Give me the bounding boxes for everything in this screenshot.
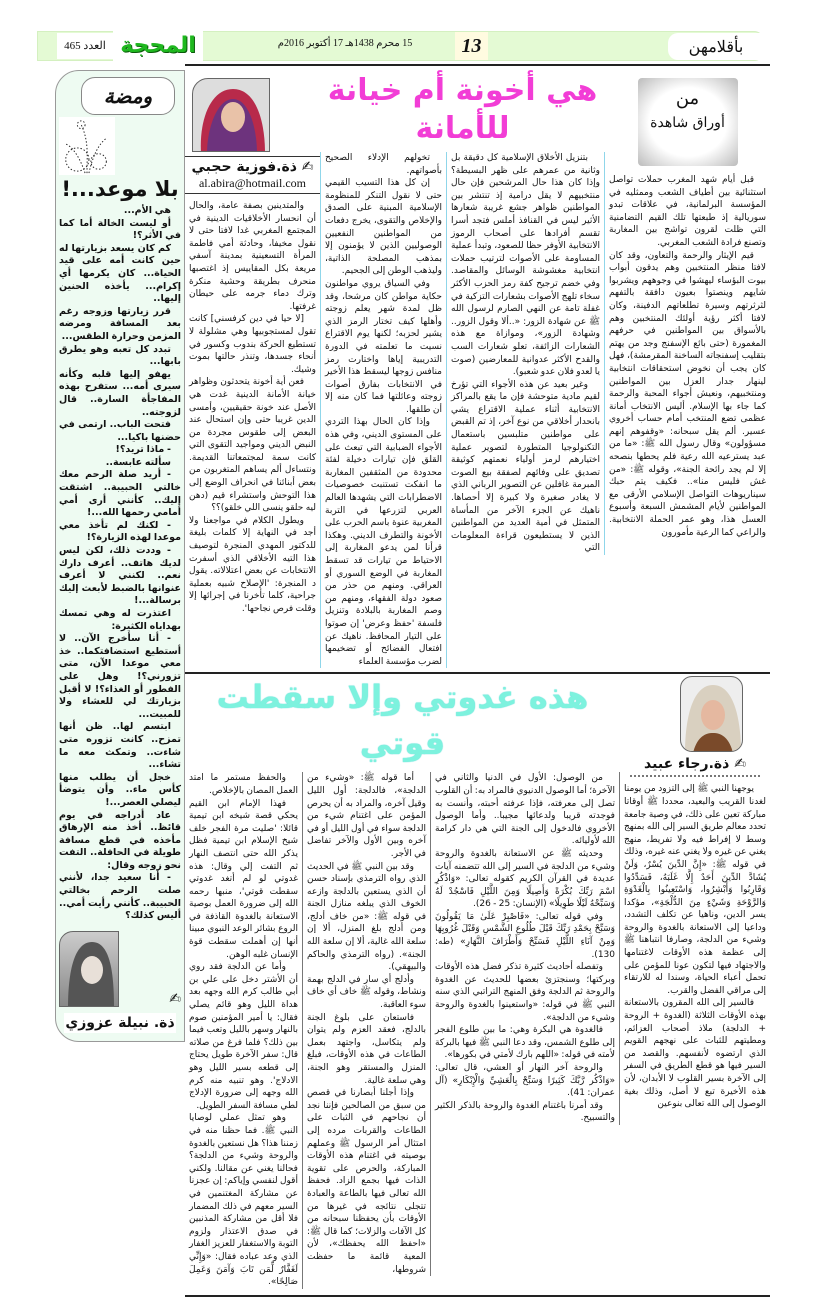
page-body (55, 64, 770, 1297)
paragraph: والروحة آخر النهار أو العشي، قال تعالى: «وَاذْكُر رَّبَّكَ كَثِيرًا وَسَبِّحْ بِالْعَشِيِّ وَالْإِبْكَارِ» (آل عمران: 41). (435, 1063, 615, 1099)
article-2-author (620, 756, 770, 772)
paragraph: قيم الإيثار والرحمة والتعاون، وقد كان لافتا منظر المنتخبين وهم يدقون أبواب بيوت البؤساء ليهشوا في وجوههم ويشربوا شايهم وينصتوا بعيون دافقة بالتفهم لثرثرتهم وسيرة تطلعاتهم الدفينة، وكان لافتا أكثر رؤية أولئك المنتخبين وهم بالأسواق بين المواطنين في حرفهم المغمورة (حتى بائع الإسفنج وجد من يهتم بتقليب إسفنجاته الساخنة المقرمشة)، فهل كان يجب أن نخوض استحقاقات انتخابية لينهار جدار العزل بين المواطنين ومنتخبيهم، ونعيش أجواء المحبة والرحمة كما جاء بها الإسلام. أليس الانتخاب أمانة عظمى تضع المنتخب أمام حساب أخروي عسير. ألم يقل سبحانه: «وقفوهم إنهم مسؤولون» وقال رسول الله ﷺ: «ما من عبد يسترعيه الله رعية فلم يحطها بنصحه إلا لم يجد رائحة الجنة»، وقوله ﷺ: «من غش فليس منا».. فكيف يتم حبك سيناريوهات التواصل الإسلامي الأرقى مع المواطنين لأيام المشمش السبعة وأسبوع العسل هذا، وهو عمر الحملة الانتخابية. والراعي كما الرعية مأمورون (609, 250, 766, 538)
paragraph: فالغدوة هي البكرة وهي: ما بين طلوع الفجر إلى طلوع الشمس، وقد دعا النبي ﷺ فيها بالبركة لأمته في قوله: «اللهم بارك لأمتي في بكورها». (435, 1025, 615, 1061)
paragraph: وأدلج أي سار في الدلج بهمة ونشاط، وقوله ﷺ خاف أي خاف سوء العاقبة. (307, 974, 426, 1011)
paragraph: ويطول الكلام في مواجعنا ولا أجد في النهاية إلا كلمات بليغة للدكتور المهدي المنجرة لتوصيف هذا التيه الأخلاقي الذي أسفرت الانتخابات عن بعض اعتلالاته. يقول د المنجرة: 'الإصلاح شبيه بعملية جراحية، كلما تأخرنا في إجرائها إلا وقلت فرص نجاحها'. (189, 515, 316, 614)
author-name: ذة.رجاء عبيد (644, 756, 730, 773)
sidebar-story-title: بلا موعد...! (61, 177, 179, 201)
byline-rule-top (185, 156, 320, 157)
paragraph: فهذا الإمام ابن القيم يحكي قصة شيخه ابن تيمية قائلا: 'صليت مرة الفجر خلف شيخ الإسلام ابن تيمية فظل يذكر الله حتى انتصف النهار ثم التفت إلي وقال: هذه غدوتي لو لم أتغد غدوتي سقطت قوتي'، منبها رحمه الله إلى ضرورة العمل بوصية الاستعانة بالغدوة القاذفة في الروع بشائر الوعد النبوي مبينا أنها إن أهملت سقطت قوة الإنسان غلبه الوهن. (189, 798, 298, 960)
article-1-title: هي أخونة أم خيانة للأمانة (327, 73, 598, 146)
sidebar-story-text (59, 205, 181, 923)
paragraph: - أريد صلة الرحم معك خالتي الحبيبة.. اشتقت إليك.. كأنني أرى أمي أمامي رحمها الله...! (59, 469, 181, 519)
paragraph: - ماذا تريد؟! (115, 444, 171, 456)
pen-icon: ✍ (729, 756, 746, 773)
article-2-left (185, 674, 620, 1288)
article-2-columns (185, 772, 620, 1288)
paragraph: وحديثه ﷺ عن الاستعانة بالغدوة والروحة وشيء من الدلجة في السير إلى الله تتضمنه آيات عديدة في القرآن الكريم كقوله تعالى: «وَاذْكُرِ اسْمَ رَبِّكَ بُكْرَةً وَأَصِيلًا وَمِنَ اللَّيْلِ فَاسْجُدْ لَهُ وَسَبِّحْهُ لَيْلًا طَوِيلًا» (الإنسان: 25 - 26). (435, 848, 615, 910)
paragraph: سألته عابسة.. (105, 456, 171, 468)
author-photo-nabila (59, 931, 119, 1007)
paragraph: عاد أدراجه في يوم قائظ.. أخذ منه الإرهاق مأخذه في قطع مسافة طويلة في الحافلة.. التفت نحو زوجه وقال: (59, 809, 181, 871)
author-photo-fawzia (192, 78, 270, 152)
article-1-column-2 (447, 152, 605, 555)
paragraph: - لكنك لم تأخذ معي موعدا لهذه الزيارة؟! (59, 519, 181, 544)
flower-ornament-icon (59, 117, 115, 175)
stamp-from-witness-papers (638, 78, 738, 166)
paragraph: قرر زيارتها وزوجه رغم بعد المسافة ومرضه المزمن وحرارة الطقس... (59, 305, 181, 342)
paragraph: يوجهنا النبي ﷺ إلى التزود من يومنا لغدنا القريب والبعيد، محددا ﷺ أوقاتا مباركة تعين على ذلك، في وصية جامعة تحدد معالم طريق السير إلى الله بمنهج وسط لا إفراط فيه ولا تفريط، منهج يغني عن غيره ولا يغني عنه غيره، وذلك في قوله ﷺ: «إِنَّ الدِّينَ يُسْرٌ، وَلَنْ يُشَادَّ الدِّينَ أَحَدٌ إِلَّا غَلَبَهُ، فَسَدِّدُوا وَقَارِبُوا وَأَبْشِرُوا، وَاسْتَعِينُوا بِالْغَدْوَةِ وَالرَّوْحَةِ وَشَيْءٍ مِنَ الدُّلْجَةِ»، مؤكدا يسر الدين، وناهيا عن تكلف التشدد، وداعيا إلى الاستعانة بالغدوة والروحة وشيء من الدلجة، وصارفا انتباهنا ﷺ إلى عظمة هذه الأوقات لاغتنامها والاجتهاد فيها لتكون عونا للمؤمن على تحمل أعباء الحياة، وسندا له للارتقاء إلى مراقي الفضل والقرب. (624, 784, 766, 996)
paragraph: والمتدينين بصفة عامة، والحال أن انحسار الأخلاقيات الدينية في المجتمع المغربي غدا لافتا حتى لا نقول مخيفا، وحادثة أمي فاطمة المرأة التسعينية بمدينة آسفي مريعة بكل المقاييس إذ اغتصبها منحرف بطريقة وحشية منكرة وترك دماء جرمه على حيطان غرفتها. (189, 201, 316, 312)
article-1-author (185, 159, 320, 175)
paragraph: وفي السياق يروي مواطنون حكاية مواطن كان مرشحا، وقد ظل لمدة شهر يعلم زوجته وأهلها كيف تختار الرمز الذي يشير لحزبه؛ لكنها يوم الاقتراع نسيت ما تعلمته في الدورة التدريبية إياها واختارت رمز منافس زوجها ليسقط هذا الأخير في الانتخابات بفارق أصوات زوجته وعائلتها فما كان منه إلا أن طلقها. (325, 278, 442, 415)
paragraph: وقد بين النبي ﷺ في الحديث الذي رواه الترمذي بإسناد حسن أن الذي يستعين بالدلجة وازعه الخوف الذي يبلغه منازل الجنة في قوله ﷺ: «من خاف أدلج، ومن أدلج بلغ المنزل، ألا إن سلعة الله غالية، ألا إن سلعة الله الجنة». (رواه الترمذي والحاكم والبيهقي). (307, 861, 426, 973)
paragraph: أو ليست الخالة أما كما في الأثر؟! (59, 217, 181, 242)
paragraph: كم كان يسعد بزيارتها له حين كانت أمه على قيد الحياة... كان يكرمها أي إكرام... يأخذه الحنين إليها.. (59, 242, 181, 305)
main-content (185, 64, 770, 1297)
paragraph: تخولهم الإدلاء الصحيح بأصواتهم. (325, 153, 442, 176)
paragraph: وإذا أجلنا أبصارنا في قصص من سبق من الصالحين فإننا نجد أن نجاحهم في الثبات على الطاعات والقربات مرده إلى امتثال أمر الرسول ﷺ وعملهم بوصيته في اغتنام هذه الأوقات المباركة، والحرص على تقوية الذات فيها بجمع الزاد. فحفظ الله تعالى فيها بالطاعة والعبادة تتجلى نتائجه في غيرها من الأوقات بأن يحفظنا سبحانه من كل الآفات والزلات؛ كما قال ﷺ: «احفظ الله يحفظك»، لأن المعية قائمة ما حفظت شروطها، (307, 1088, 426, 1275)
paragraph: فالسير إلى الله المقرون بالاستعانة بهذه الأوقات الثلاثة (الغدوة + الروحة + الدلجة) ملاذ أصحاب العزائم، ومطيتهم للثبات على نهجهم القويم الذي ارتضوه لأنفسهم. والقصد من السير فيها هو قطع الطريق في السفر إلى الآخرة بسير القلوب لا الأبدان، لأن هذه الأخيرة تبع لا أصل، وذلك بغية الوصول إلى الله تعالى بنوعين (624, 998, 766, 1110)
article-2-column-2 (431, 772, 620, 1125)
paragraph: بتنزيل الأخلاق الإسلامية كل دقيقة بل وثانية من عمرهم على ظهر البسيطة؟ وإذا كان هذا حال المرشحين فإن حال منتخبيهم لا يقل درامية إذ تنتشر بين المواطنين ظواهر جشع غريبة شعارها الأثير ليس في القنافذ أملس فتجد أسرا تقسم أفرادها على أصحاب الرموز الانتخابية الأوفر حظا للصعود، وتبدأ عملية المساومة على الأصوات لترتيب حملات انتخابية مغشوشة الوسائل والمقاصد. وفي خضم ترجيح كفة رمز الحزب الأكثر سخاء تلهج الأصوات بشعارات التزكية في غفلة تامة عن النهي الصارم لرسول الله ﷺ عن شهادة الزور: «..ألا وقول الزور.. وشهادة الزور»، وموازاة مع هذه الشعارات الزائفة، تعلو شعارات السب والقدح الأكثر عدوانية للمعارضين (صوت يا لعدو فلان عدو شعبو). (451, 153, 600, 378)
pen-icon: ✍ (296, 159, 314, 175)
paragraph: وهو تمثل عملي لوصايا النبي ﷺ. فما حظنا منه في زمننا هذا؟ هل نستعين بالغدوة والروحة وشيء من الدلجة؟ فحالنا يغني عن مقالنا. ولكني أقول لنفسي وإياكم: إن عجزنا عن مشاركة المغتنمين في السير معهم في ذلك المضمار فلا أقل من مشاركة المذنبين في صدق الاعتذار ولزوم التوبة والاستغفار للعزيز الغفار الذي وعد عباده فقال: «وَإِنِّي لَغَفَّارٌ لِّمَن تَابَ وَآمَنَ وَعَمِلَ صَالِحًا». (189, 1113, 298, 1288)
paragraph: قبل أيام شهد المغرب حملات تواصل استثنائية بين أطياف الشعب وممثليه في المؤسسة البرلمانية، في علاقات تبدو سوريالية إذ طبعتها تلك القيم التضامنية التي ظلت لقرون تواشج بين المغاربة وتصنع فرادة الشعب المغربي. (609, 175, 766, 248)
byline-rule-bottom (185, 193, 320, 194)
paragraph: وفي قوله تعالى: «فَاصْبِرْ عَلَىٰ مَا يَقُولُونَ وَسَبِّحْ بِحَمْدِ رَبِّكَ قَبْلَ طُلُوعِ الشَّمْسِ وَقَبْلَ غُرُوبِهَا وَمِنْ آنَاءِ اللَّيْلِ فَسَبِّحْ وَأَطْرَافَ النَّهَارِ» (طه: 130). (435, 911, 615, 960)
article-1-left-column (185, 66, 320, 616)
paragraph: والحفظ مستمر ما امتد العمل المصان بالإخلاص. (189, 773, 298, 796)
paragraph: إن كل هذا التسيب القيمي حتى لا نقول التنكر للمنظومة الإسلامية المبنية على الصدق والإخلاص والتقوى، يخرج دفعات من المواطنين النفعيين الوصوليين الذين لا يؤمنون إلا بمذهب المصلحة الذاتية، وليذهب الوطن إلى الجحيم. (325, 178, 442, 277)
paragraph: فعن أية أخونة يتحدثون وظواهر خيانة الأمانة الدينية غدت هي الأصل عند خونة حقيقيين، وأمسى الدين غريبا حتى وإن استحال عند البعض إلى طقوس مجردة من النبض الديني ومواجيد التقوى التي كانت سمة لمجتمعاتنا القديمة. ونتساءل ألم يساهم المتغربون من بعض أبنائنا في انحراف الوضع إلى هذا التوحش واستشراء قيم (دهن ليه حلقو ينسى اللي خلقو)؟؟ (189, 377, 316, 514)
author-email[interactable]: al.abira@hotmail.com (198, 176, 306, 190)
article-1-column-3 (320, 152, 447, 668)
paragraph: فتحت الباب.. ارتمى في حضنها باكيا... (59, 419, 181, 443)
article-1-middle-columns (320, 152, 605, 668)
paragraph: وتفصله أحاديث كثيرة تذكر فضل هذه الأوقات وبركتها؛ وسنجتزئ بعضها للحديث عن الغدوة والروحة ثم الدلجة وفق المنهج التراتبي الذي سنه النبي ﷺ في قوله: «واستعينوا بالغدوة والروحة وشيء من الدلجة». (435, 962, 615, 1023)
byline-rule (630, 775, 760, 777)
article-1-column-1 (605, 174, 770, 539)
newspaper-logo: المحجة (113, 31, 203, 61)
paragraph: [لا حيا في دين كرفسني] كانت تقول لمستجوبيها وهي مشلولة لا تستطيع الحركة بندوب وكسور في أنحاء جسدها، وتنذر حالتها بموت وشيك. (189, 314, 316, 375)
article-2 (185, 674, 770, 1288)
page-number: 13 (455, 32, 488, 60)
paragraph: اعتذرت له وهي تمسك بهداياه الكثيرة: (59, 608, 181, 632)
stamp-line-1: من (675, 88, 700, 109)
author-name: ذة.فوزية حجبي (191, 159, 297, 175)
sidebar-author: ذة. نبيلة عزوزي (65, 1014, 175, 1031)
author-photo-rajaa (680, 676, 743, 752)
paragraph: فاستعان على بلوغ الجنة بالدلج، فعقد العزم ولم يتوان ولم يتكاسل، واجتهد بعمل الطاعات في هذه الأوقات، فبلغ المنزل والمستقر وهو الجنة، وهي سلعة غالية. (307, 1012, 426, 1086)
issue-number: العدد 465 (57, 33, 113, 59)
sidebar-column (55, 70, 185, 1042)
article-2-column-1 (620, 783, 770, 1110)
article-2-column-3 (303, 772, 431, 1276)
section-title: بأقلامهن (668, 33, 764, 60)
paragraph: ابتسم لها.. ظن أنها تمزح.. كانت تزوره متى شاءت.. وتمكث معه ما تشاء... (59, 721, 181, 771)
sidebar-photo-row (59, 931, 181, 1007)
article-1 (185, 66, 770, 668)
article-1-column-4 (185, 200, 320, 616)
paragraph: - أنا سأخرج الآن.. لا أستطيع استضافتكما.. خذ معي موعدا الآن، متى تزورني؟! وهل على الفطور أو الغذاء؟! لا أقبل بزيارتك لي للعشاء ولا للمبيت... (59, 633, 181, 720)
paragraph: وغير بعيد عن هذه الأجواء التي تؤرخ لقيم مادية متوحشة فإن ما يقع بالمراكز الانتخابية أثناء عملية الاقتراع يشي بانحدار أخلاقي من نوع آخر، إذ تم القبض على مواطنين متلبسين باستعمال التكنولوجيا المتطورة لتصوير عملية اختيارهم لرمز أولياء نعمتهم كوثيقة تصديق على وفائهم لصفقة بيع الصوت المبرمة غافلين عن التصوير الرباني الذي لا يغادر صغيرة ولا كبيرة إلا أحصاها. ناهيك عن الجزء الآخر من المأساة المتمثل في أمية العديد من المواطنين الذين لا يستطيعون قراءة المعلومات التي (451, 379, 600, 554)
pen-icon: ✍ (169, 990, 181, 1007)
paragraph: وأما عن الدلجة فقد روي أن الأشتر دخل على علي بن أبي طالب كرم الله وجهه بعد هداة الليل وهو قائم يصلي فقال: يا أمير المؤمنين صوم بالنهار وسهر بالليل وتعب فيما بين ذلك؟ فلما فرغ من صلاته قال: سفر الآخرة طويل يحتاج إلى قطعه بسير الليل وهو الادلاج'. وهو تنبيه منه كرم الله وجهه إلى ضرورة الإدلاج لطي مسافة السفر الطويل. (189, 962, 298, 1111)
paragraph: من الوصول: الأول في الدنيا والثاني في الآخرة؛ أما الوصول الدنيوي فالمراد به: أن القلوب تصل إلى معرفته، فإذا عرفته أحبته، وأنست به فوجدته قريبا ولدعائها مجيبا.. وأما الوصول الأخروي فالدخول إلى الجنة التي هي دار كرامة الله لأوليائه. (435, 773, 615, 847)
paragraph: أما قوله ﷺ: «وشيء من الدلجة»، فالدلجة: أول الليل وقيل آخره، والمراد به أن يحرص المؤمن على اغتنام شيء من الدلجة سواء في أول الليل أو في آخره وبين الأول والآخر تفاضل في الأجر. (307, 773, 426, 859)
paragraph: هي الأم... (123, 205, 171, 216)
article-2-column-4 (185, 772, 303, 1288)
bottom-divider (185, 1295, 770, 1297)
paragraph: - وددت ذلك، لكن ليس لديك هاتف.. أعرف دارك نعم.. لكنني لا أعرف عنوانها بالضبط لأبعث إليك برسالة...! (59, 545, 181, 607)
paragraph: - أنا سعيد جدا، لأنني صلت الرحم بخالتي الحبيبة.. كأنني رأيت أمي.. أليس كذلك؟ (59, 872, 181, 922)
sidebar-logo: ومضة (81, 77, 175, 115)
article-1-right-column (605, 66, 770, 539)
article-2-right-column (620, 674, 770, 1110)
issue-date: 15 محرم 1438هـ 17 أكتوبر 2016م (277, 38, 413, 49)
paragraph: تبدد كل تعبه وهو يطرق بابها... (59, 343, 181, 368)
paragraph: يهفو إليها قلبه وكأنه سيرى أمه... ستفرح بهذه المفاجأة السارة.. قال لزوجته.. (59, 368, 181, 418)
paragraph: وقد أمرنا باغتنام الغدوة والروحة بالذكر الكثير والتسبيح. (435, 1100, 615, 1124)
article-1-middle (320, 66, 605, 668)
article-2-title: هذه غدوتي وإلا سقطت قوتي (216, 678, 589, 763)
stamp-line-2: أوراق شاهدة (650, 115, 725, 131)
paragraph: خجل أن يطلب منها كأس ماء.. وأن يتوضأ ليصلي العصر...! (59, 771, 181, 808)
paragraph: وإذا كان الحال بهذا التردي على المستوى الديني، وفي هذه الأجواء الضبابية التي تبعث على القلق فإن تيارات دخيلة لفئة محدودة من المثقفين المغاربة ما انفكت تستنبت خصوصيات الاضطرابات التي يشهدها العالم العربي لتزرعها في التربة المغربية عنوة باسم الحرب على الأخونة والتطرف الديني. وهكذا قرأنا لمن يدعو المغاربة إلى الاحتياط من تيارات قد تسقط المغاربة في الوضع السوري أو العراقي. ومنهم من حذر من صعود دولة الفقهاء، ومنهم من وصم المغاربة بالبلادة وتنزيل فلسفة 'حفظ وعرض' إن صوتوا على التيار المحافظ. ناهيك عن افتعال الفضائح أو تضخيمها لضرب مؤسسة العلماء (325, 417, 442, 667)
